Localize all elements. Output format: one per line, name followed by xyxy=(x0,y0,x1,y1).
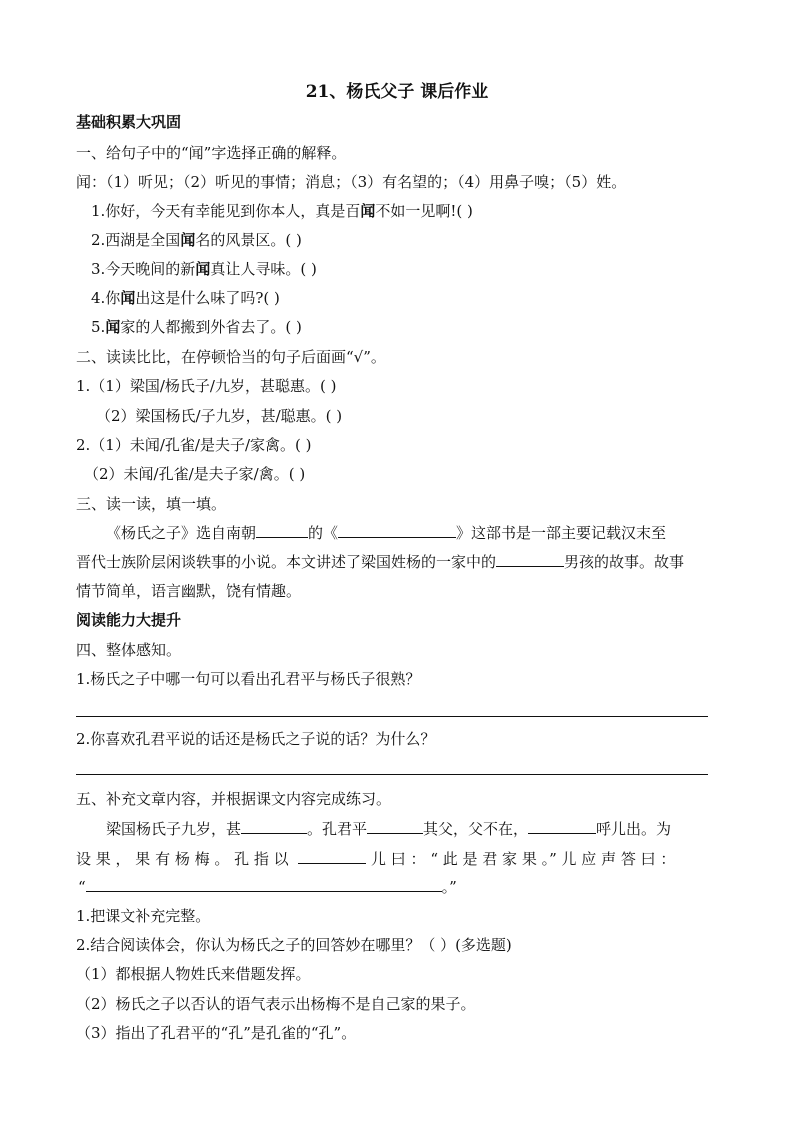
q2-heading: 二、读读比比，在停顿恰当的句子后面画“√”。 xyxy=(76,348,386,366)
q1-item-4: 4.你闻出这是什么味了吗?( ) xyxy=(91,289,280,307)
q4-item-1: 1.杨氏之子中哪一句可以看出孔君平与杨氏子很熟？ xyxy=(76,670,421,688)
q1-item-3: 3.今天晚间的新闻真让人寻味。( ) xyxy=(91,260,317,278)
q5-option-3: （3）指出了孔君平的“孔”是孔雀的“孔”。 xyxy=(76,1024,357,1042)
blank-1[interactable] xyxy=(241,818,307,834)
q2-line-2: （2）梁国杨氏/子九岁，甚/聪惠。( ) xyxy=(96,407,343,425)
answer-line-q4-2[interactable] xyxy=(76,774,708,775)
q2-line-4: （2）未闻/孔雀/是夫子家/禽。( ) xyxy=(84,465,306,483)
blank-dynasty[interactable] xyxy=(256,522,308,538)
q1-heading: 一、给句子中的“闻”字选择正确的解释。 xyxy=(76,144,347,162)
section-heading-reading: 阅读能力大提升 xyxy=(76,611,182,629)
page-title: 21、杨氏父子 课后作业 xyxy=(305,82,489,102)
q3-paragraph-line-3: 情节简单，语言幽默，饶有情趣。 xyxy=(76,582,302,600)
blank-boy-age[interactable] xyxy=(496,551,564,567)
q5-option-2: （2）杨氏之子以否认的语气表示出杨梅不是自己家的果子。 xyxy=(76,995,476,1013)
q5-item-1: 1.把课文补充完整。 xyxy=(76,907,211,925)
blank-5[interactable] xyxy=(86,876,442,892)
q5-heading: 五、补充文章内容，并根据课文内容完成练习。 xyxy=(76,790,392,808)
q5-text-line-1: 梁国杨氏子九岁，甚 。孔君平 其父，父不在， 呼儿出。为 xyxy=(106,820,672,838)
q1-item-2: 2.西湖是全国闻名的风景区。( ) xyxy=(91,231,302,249)
q1-item-5: 5.闻家的人都搬到外省去了。( ) xyxy=(91,318,302,336)
answer-line-q4-1[interactable] xyxy=(76,716,708,717)
q4-heading: 四、整体感知。 xyxy=(76,641,182,659)
q3-paragraph-line-2: 晋代士族阶层闲谈轶事的小说。本文讲述了梁国姓杨的一家中的 男孩的故事。故事 xyxy=(76,553,685,571)
q3-heading: 三、读一读，填一填。 xyxy=(76,495,227,513)
blank-book-title[interactable] xyxy=(338,522,456,538)
q5-text-line-3: “ 。” xyxy=(78,878,457,896)
q2-line-1: 1.（1）梁国/杨氏子/九岁，甚聪惠。( ) xyxy=(76,377,337,395)
q5-option-1: （1）都根据人物姓氏来借题发挥。 xyxy=(76,965,311,983)
q1-options: 闻：（1）听见；（2）听见的事情；消息；（3）有名望的；（4）用鼻子嗅；（5）姓。 xyxy=(76,173,627,191)
section-heading-basic: 基础积累大巩固 xyxy=(76,113,182,131)
q5-item-2: 2.结合阅读体会，你认为杨氏之子的回答妙在哪里？（ ）(多选题) xyxy=(76,936,512,954)
q2-line-3: 2.（1）未闻/孔雀/是夫子/家禽。( ) xyxy=(76,436,312,454)
blank-2[interactable] xyxy=(367,818,423,834)
q1-item-1: 1.你好，今天有幸能见到你本人，真是百闻不如一见啊!( ) xyxy=(91,202,473,220)
q5-text-line-2: 设 果 ， 果 有 杨 梅 。 孔 指 以 儿 曰 ： “ 此 是 君 家 果 。” 儿 应 声 答 曰 ： xyxy=(76,850,676,868)
q3-paragraph-line-1: 《杨氏之子》选自南朝 的《 》这部书是一部主要记载汉末至 xyxy=(106,524,667,542)
blank-4[interactable] xyxy=(298,848,366,864)
q4-item-2: 2.你喜欢孔君平说的话还是杨氏之子说的话？为什么？ xyxy=(76,730,436,748)
blank-3[interactable] xyxy=(528,818,596,834)
